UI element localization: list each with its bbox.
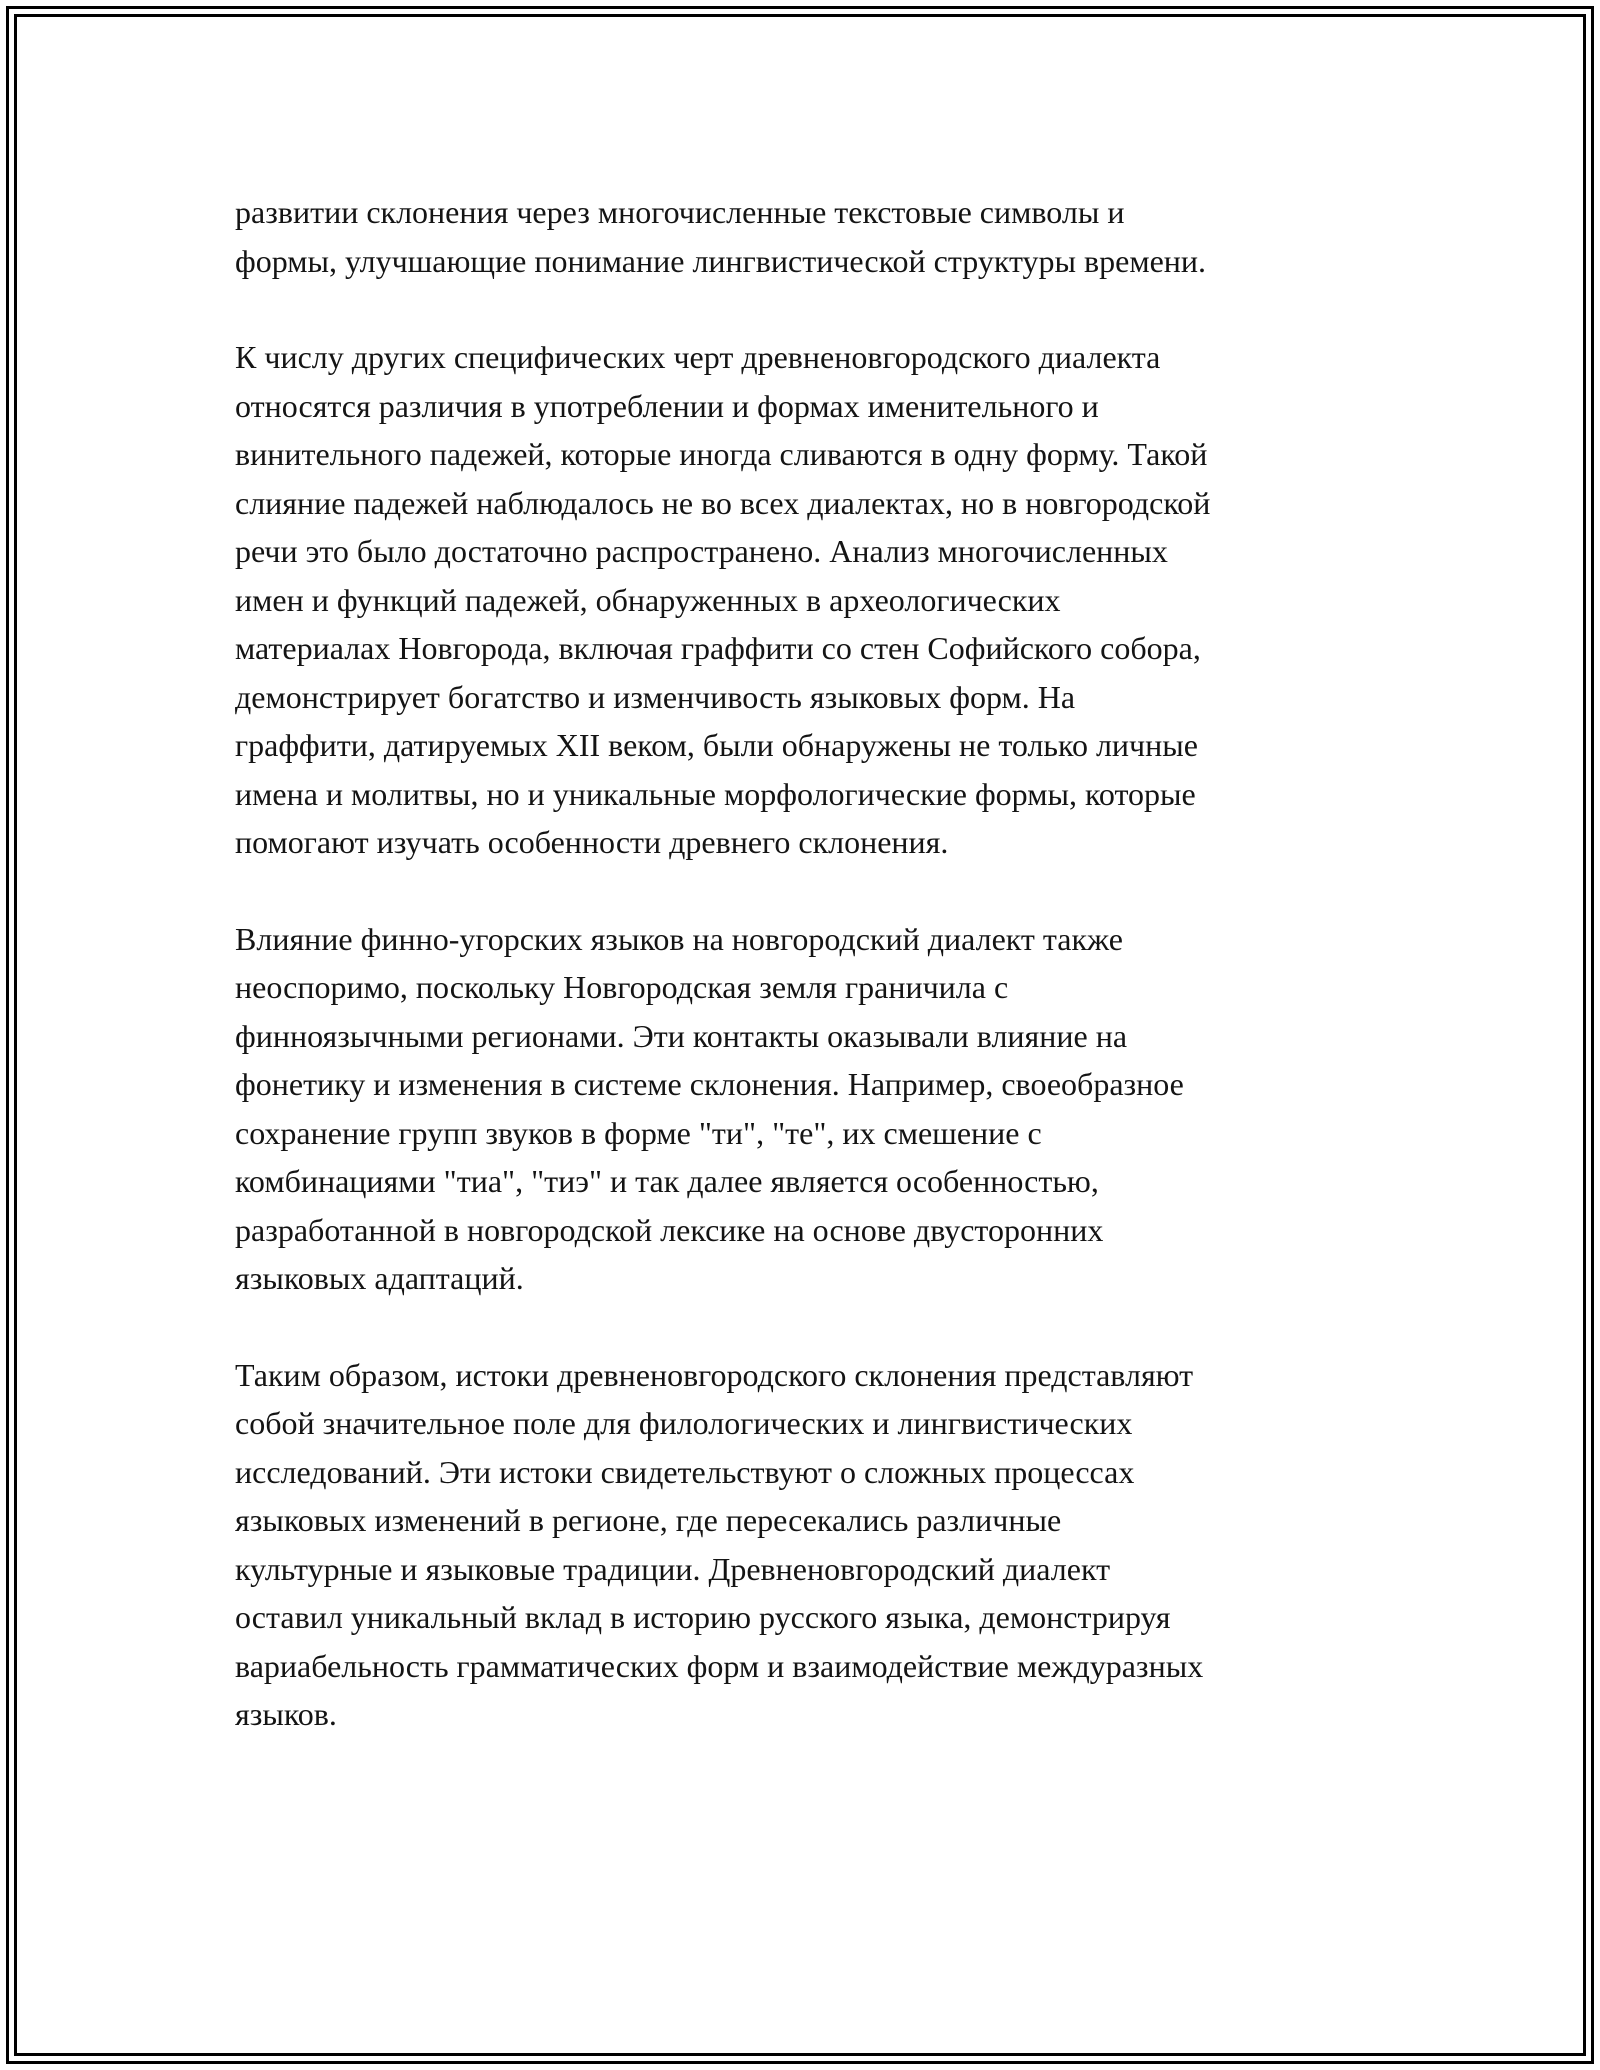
paragraph-4: Таким образом, истоки древненовгородского склонения представляют собой значительное поле для филологических и лингвистических исследований. Эти истоки свидетельствуют о сложных процессах языковых изменений в регионе, где пересекались различные культурные и языковые традиции. Древненовгородский диалект оставил уникальный вклад в историю русского языка, демонстрируя вариабельность грамматических форм и взаимодействие междуразных языков. xyxy=(235,1356,1204,1732)
paragraph-1: развитии склонения через многочисленные текстовые символы и формы, улучшающие понимание лингвистической структуры времени. xyxy=(235,194,1207,279)
paragraph-2: К числу других специфических черт древненовгородского диалекта относятся различия в употреблении и формах именительного и винительного падежей, которые иногда сливаются в одну форму. Такой слияние падежей наблюдалось не во всех диалектах, но в новгородской речи это было достаточно распространено. Анализ многочисленных имен и функций падежей, обнаруженных в археологических материалах Новгорода, включая граффити со стен Софийского собора, демонстрирует богатство и изменчивость языковых форм. На граффити, датируемых XII веком, были обнаружены не только личные имена и молитвы, но и уникальные морфологические формы, которые помогают изучать особенности древнего склонения. xyxy=(235,339,1211,860)
paragraph-3: Влияние финно-угорских языков на новгородский диалект также неоспоримо, поскольку Новгородская земля граничила с финноязычными регионами. Эти контакты оказывали влияние на фонетику и изменения в системе склонения. Например, своеобразное сохранение групп звуков в форме "ти", "те", их смешение с комбинациями "тиа", "тиэ" и так далее является особенностью, разработанной в новгородской лексике на основе двусторонних языковых адаптаций. xyxy=(235,920,1184,1296)
document-body xyxy=(235,188,1375,1787)
